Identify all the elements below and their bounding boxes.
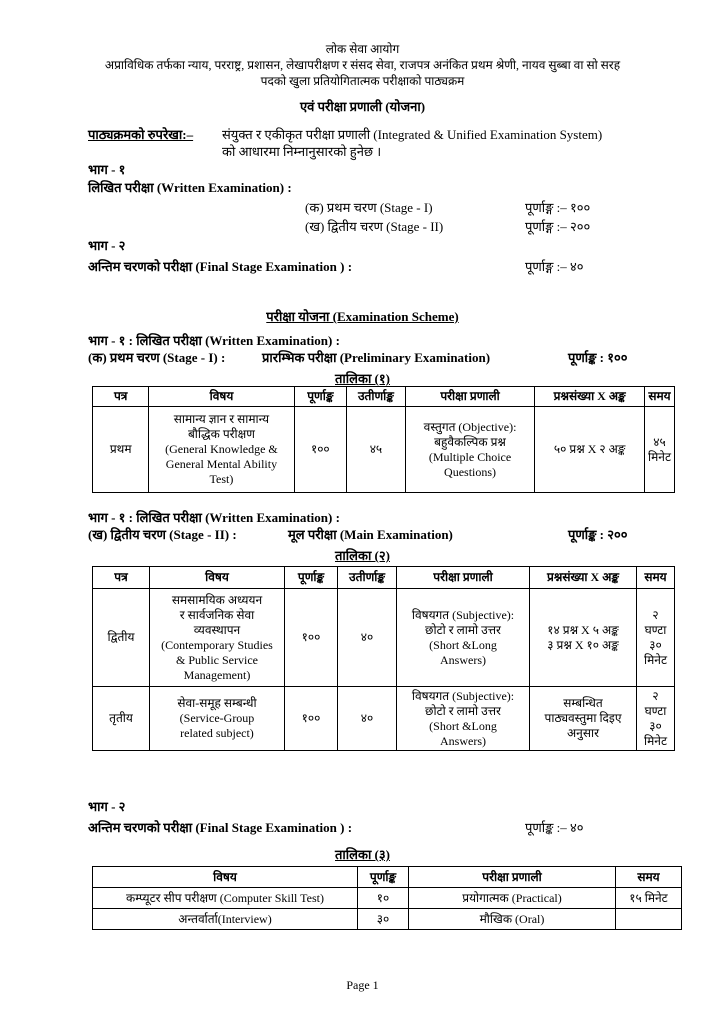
system-line: बहुवैकल्पिक प्रश्न — [434, 434, 506, 449]
table-row — [93, 407, 675, 493]
system-line: (Multiple Choice — [428, 449, 512, 464]
t1-header: विषय — [149, 387, 294, 407]
outline-text-1: संयुक्त र एकीकृत परीक्षा प्रणाली (Integrated & Unified Examination System) — [222, 127, 603, 142]
system-cell — [397, 687, 530, 751]
table-3-title: तालिका (३) — [335, 847, 390, 862]
org-name: लोक सेवा आयोग — [325, 42, 400, 56]
page-number: Page 1 — [346, 978, 379, 992]
stage-1-label: (क) प्रथम चरण (Stage - I) — [305, 200, 433, 215]
outline-label: पाठ्यक्रमको रुपरेखा:– — [88, 127, 194, 142]
subject-cell: कम्प्यूटर सीप परीक्षण (Computer Skill Test) — [93, 888, 358, 909]
t1-header: परीक्षा प्रणाली — [405, 387, 535, 407]
system-line: Questions) — [444, 464, 497, 479]
pass-marks-cell: ४० — [338, 589, 397, 687]
system-cell — [397, 589, 530, 687]
header-line-3: पदको खुला प्रतियोगितात्मक परीक्षाको पाठ्यक्रम — [260, 74, 465, 88]
qa-line: ३ प्रश्न X १० अङ्क — [547, 637, 619, 652]
section-3-marks: पूर्णाङ्क :– ४० — [525, 820, 584, 835]
qa-line: १४ प्रश्न X ५ अङ्क — [547, 622, 619, 637]
system-line: विषयगत (Subjective): — [411, 607, 515, 622]
time-cell — [637, 589, 675, 687]
subject-line: व्यवस्थापन — [193, 622, 241, 637]
table-row — [93, 888, 682, 909]
time-line: ३० मिनेट — [644, 637, 667, 667]
time-line: २ घण्टा — [644, 688, 667, 718]
t2-header: विषय — [150, 567, 285, 589]
table-2-title: तालिका (२) — [335, 548, 390, 563]
system-line: Answers) — [440, 652, 486, 667]
full-marks-cell: १०० — [285, 687, 338, 751]
subject-line: सामान्य ज्ञान र सामान्य — [173, 412, 270, 426]
stage-2-marks: पूर्णाङ्ग :– २०० — [525, 219, 591, 234]
table-row — [93, 589, 675, 687]
time-cell — [637, 687, 675, 751]
subject-cell — [150, 589, 285, 687]
qa-cell — [530, 589, 637, 687]
subject-cell — [149, 407, 294, 493]
system-line: वस्तुगत (Objective): — [423, 419, 517, 434]
full-marks-cell: १० — [358, 888, 409, 909]
system-cell: प्रयोगात्मक (Practical) — [409, 888, 616, 909]
section-2-heading: भाग - १ : लिखित परीक्षा (Written Examination) : — [88, 510, 340, 525]
time-cell: १५ मिनेट — [616, 888, 682, 909]
stage-2-label: (ख) द्वितीय चरण (Stage - II) — [305, 219, 444, 234]
t2-header: उतीर्णाङ्क — [338, 567, 397, 589]
subject-line: र सार्वजनिक सेवा — [179, 607, 255, 622]
paper-cell: तृतीय — [93, 687, 150, 751]
qa-line: पाठ्यवस्तुमा दिइए — [544, 711, 622, 725]
t2-header: पूर्णाङ्क — [285, 567, 338, 589]
t3-header: पूर्णाङ्क — [358, 867, 409, 888]
t1-header: समय — [645, 387, 675, 407]
system-line: छोटो र लामो उत्तर — [425, 703, 501, 718]
scheme-title: परीक्षा योजना (Examination Scheme) — [266, 309, 459, 324]
qa-line: अनुसार — [567, 726, 599, 740]
system-line: (Short &Long — [429, 637, 497, 652]
qa-line: सम्बन्धित — [563, 696, 603, 710]
t1-header: पूर्णाङ्क — [294, 387, 347, 407]
section-2-marks: पूर्णाङ्क : २०० — [568, 527, 628, 542]
subject-line: (Service-Group — [179, 711, 255, 725]
t3-header: परीक्षा प्रणाली — [409, 867, 616, 888]
section-2-exam: मूल परीक्षा (Main Examination) — [288, 527, 453, 542]
system-line: Answers) — [440, 733, 486, 748]
section-1-marks: पूर्णाङ्क : १०० — [568, 350, 628, 365]
outline-text-2: को आधारमा निम्नानुसारको हुनेछ । — [222, 144, 382, 159]
subject-line: related subject) — [180, 726, 254, 740]
system-cell: मौखिक (Oral) — [409, 909, 616, 930]
system-line: विषयगत (Subjective): — [411, 688, 515, 703]
table-1 — [92, 386, 675, 493]
time-line: ३० मिनेट — [644, 718, 667, 748]
header-line-2: अप्राविधिक तर्फका न्याय, परराष्ट्र, प्रशासन, लेखापरीक्षण र संसद सेवा, राजपत्र अनंकित प्रथम श्रेणी, नायव सुब्बा वा सो सरह — [104, 58, 621, 72]
system-cell — [405, 407, 535, 493]
final-exam-label: अन्तिम चरणको परीक्षा (Final Stage Examination ) : — [88, 259, 353, 274]
paper-cell: प्रथम — [93, 407, 149, 493]
t1-header: प्रश्नसंख्या X अङ्क — [535, 387, 645, 407]
table-1-title: तालिका (१) — [335, 371, 390, 386]
final-exam-marks: पूर्णाङ्ग :– ४० — [525, 259, 584, 274]
t2-header: पत्र — [93, 567, 150, 589]
part-2-label: भाग - २ — [88, 238, 126, 253]
section-3-heading: अन्तिम चरणको परीक्षा (Final Stage Examination ) : — [88, 820, 353, 835]
pass-marks-cell: ४० — [338, 687, 397, 751]
subject-line: सेवा-समूह सम्बन्धी — [177, 696, 257, 710]
full-marks-cell: १०० — [285, 589, 338, 687]
qa-cell — [530, 687, 637, 751]
subject-line: समसामयिक अध्ययन — [171, 592, 263, 607]
system-line: (Short &Long — [429, 718, 497, 733]
stage-1-marks: पूर्णाङ्ग :– १०० — [525, 200, 591, 215]
full-marks-cell: १०० — [294, 407, 347, 493]
table-row — [93, 687, 675, 751]
t3-header: समय — [616, 867, 682, 888]
t2-header: प्रश्नसंख्या X अङ्क — [530, 567, 637, 589]
table-row — [93, 909, 682, 930]
subject-cell — [150, 687, 285, 751]
subject-line: General Mental Ability — [165, 457, 278, 471]
subject-line: (General Knowledge & — [165, 442, 278, 456]
t2-header: परीक्षा प्रणाली — [397, 567, 530, 589]
subject-cell: अन्तर्वार्ता(Interview) — [93, 909, 358, 930]
section-1-exam: प्रारम्भिक परीक्षा (Preliminary Examination) — [262, 350, 491, 365]
paper-cell: द्वितीय — [93, 589, 150, 687]
subject-line: & Public Service — [176, 652, 258, 667]
part-1-label: भाग - १ — [88, 162, 126, 177]
written-exam-label: लिखित परीक्षा (Written Examination) : — [88, 180, 292, 195]
time-line: २ घण्टा — [644, 607, 667, 637]
section-2-stage: (ख) द्वितीय चरण (Stage - II) : — [88, 527, 237, 542]
system-line: छोटो र लामो उत्तर — [425, 622, 501, 637]
section-1-stage: (क) प्रथम चरण (Stage - I) : — [88, 350, 226, 365]
table-2 — [92, 566, 675, 751]
t2-header: समय — [637, 567, 675, 589]
subject-line: Management) — [183, 667, 251, 682]
t3-header: विषय — [93, 867, 358, 888]
time-cell — [616, 909, 682, 930]
t1-header: पत्र — [93, 387, 149, 407]
subject-line: (Contemporary Studies — [161, 637, 273, 652]
time-cell: ४५ मिनेट — [645, 407, 675, 493]
subject-line: Test) — [209, 472, 234, 486]
full-marks-cell: ३० — [358, 909, 409, 930]
qa-cell: ५० प्रश्न X २ अङ्क — [535, 407, 645, 493]
pass-marks-cell: ४५ — [347, 407, 406, 493]
header-subtitle: एवं परीक्षा प्रणाली (योजना) — [299, 99, 426, 114]
section-3-part: भाग - २ — [88, 799, 126, 814]
table-3 — [92, 866, 682, 930]
subject-line: बौद्धिक परीक्षण — [187, 427, 255, 441]
t1-header: उतीर्णाङ्क — [347, 387, 406, 407]
section-1-heading: भाग - १ : लिखित परीक्षा (Written Examination) : — [88, 333, 340, 348]
